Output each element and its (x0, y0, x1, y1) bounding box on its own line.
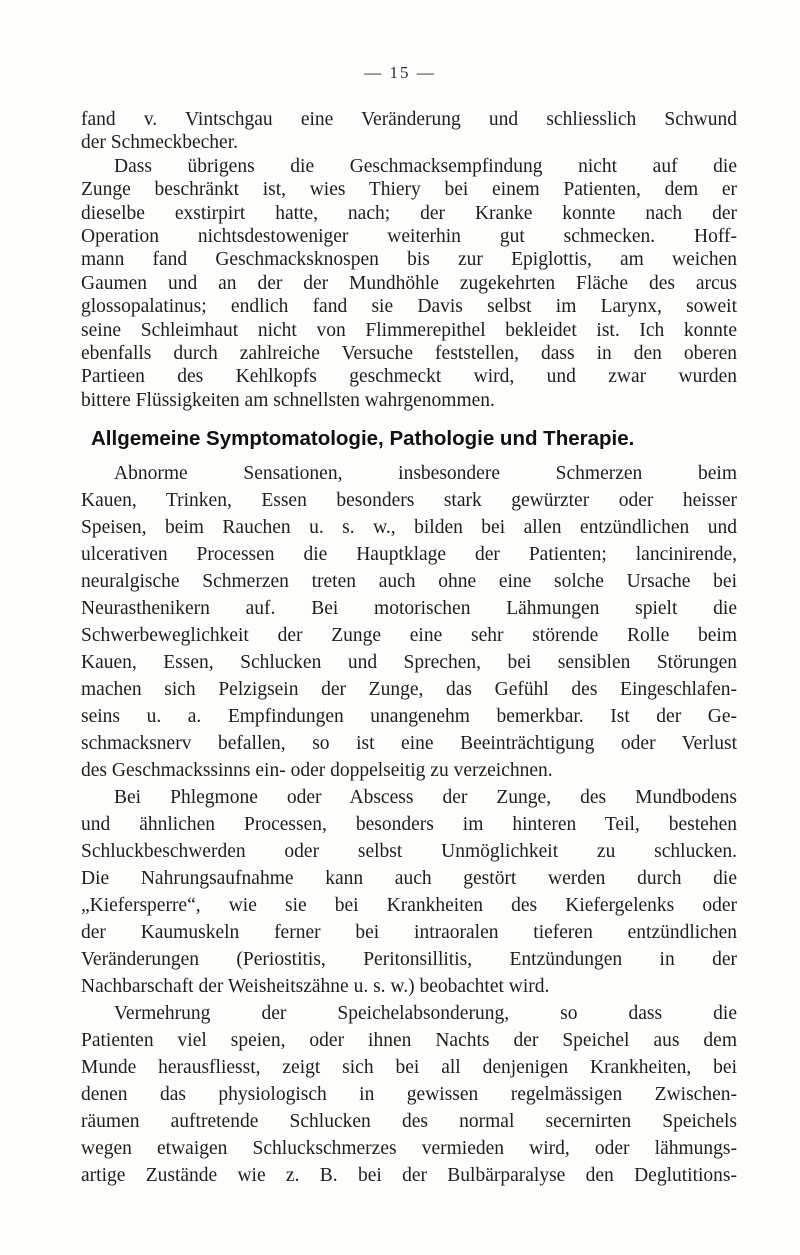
text-line: neuralgische Schmerzen treten auch ohne eine solche Ursache bei (81, 571, 737, 592)
text-line: und ähnlichen Processen, besonders im hinteren Teil, bestehen (81, 814, 737, 835)
text-line: seine Schleimhaut nicht von Flimmerepithel bekleidet ist. Ich konnte (81, 319, 737, 341)
text-line: Speisen, beim Rauchen u. s. w., bilden bei allen entzündlichen und (81, 517, 737, 538)
text-line: Abnorme Sensationen, insbesondere Schmerzen beim (114, 463, 737, 484)
text-line: seins u. a. Empfindungen unangenehm bemerkbar. Ist der Ge- (81, 706, 737, 727)
text-line: Schluckbeschwerden oder selbst Unmöglichkeit zu schlucken. (81, 841, 737, 862)
text-line: Dass übrigens die Geschmacksempfindung nicht auf die (114, 155, 737, 177)
text-line: der Kaumuskeln ferner bei intraoralen tieferen entzündlichen (81, 922, 737, 943)
text-line: Operation nichtsdestoweniger weiterhin gut schmecken. Hoff- (81, 226, 737, 247)
text-line: Nachbarschaft der Weisheitszähne u. s. w.) beobachtet wird. (81, 976, 550, 997)
text-line: Partieen des Kehlkopfs geschmeckt wird, und zwar wurden (81, 366, 737, 388)
text-line: Gaumen und an der der Mundhöhle zugekehrten Fläche des arcus (81, 272, 737, 294)
text-line: denen das physiologisch in gewissen regelmässigen Zwischen- (81, 1084, 737, 1105)
text-line: artige Zustände wie z. B. bei der Bulbärparalyse den Deglutitions- (81, 1165, 737, 1186)
text-line: Veränderungen (Periostitis, Peritonsillitis, Entzündungen in der (81, 949, 737, 970)
text-line: der Schmeckbecher. (81, 132, 239, 154)
text-line: Munde herausfliesst, zeigt sich bei all denjenigen Krankheiten, bei (81, 1057, 737, 1078)
text-line: Zunge beschränkt ist, wies Thiery bei einem Patienten, dem er (81, 179, 737, 201)
text-line: des Geschmackssinns ein- oder doppelseitig zu verzeichnen. (81, 760, 553, 781)
text-line: machen sich Pelzigsein der Zunge, das Gefühl des Eingeschlafen- (81, 679, 737, 700)
text-line: ulcerativen Processen die Hauptklage der Patienten; lancinirende, (81, 544, 737, 565)
text-line: bittere Flüssigkeiten am schnellsten wahrgenommen. (81, 389, 495, 411)
text-line: fand v. Vintschgau eine Veränderung und schliesslich Schwund (81, 109, 737, 130)
text-line: Kauen, Trinken, Essen besonders stark gewürzter oder heisser (81, 490, 737, 511)
text-line: Patienten viel speien, oder ihnen Nachts der Speichel aus dem (81, 1030, 737, 1051)
text-line: Vermehrung der Speichelabsonderung, so dass die (114, 1003, 737, 1024)
text-line: Neurasthenikern auf. Bei motorischen Lähmungen spielt die (81, 598, 737, 619)
page-number: — 15 — (364, 63, 436, 82)
text-line: ebenfalls durch zahlreiche Versuche feststellen, dass in den oberen (81, 343, 737, 364)
text-line: „Kiefersperre“, wie sie bei Krankheiten des Kiefergelenks oder (81, 895, 737, 916)
text-line: Bei Phlegmone oder Abscess der Zunge, des Mundbodens (114, 787, 737, 808)
text-line: dieselbe exstirpirt hatte, nach; der Kranke konnte nach der (81, 202, 737, 224)
text-line: mann fand Geschmacksknospen bis zur Epiglottis, am weichen (81, 249, 737, 271)
text-line: Die Nahrungsaufnahme kann auch gestört werden durch die (81, 868, 737, 889)
text-line: wegen etwaigen Schluckschmerzes vermieden wird, oder lähmungs- (81, 1138, 737, 1159)
text-line: Schwerbeweglichkeit der Zunge eine sehr störende Rolle beim (81, 625, 737, 646)
section-heading: Allgemeine Symptomatologie, Pathologie und Therapie. (91, 427, 635, 450)
text-line: Kauen, Essen, Schlucken und Sprechen, bei sensiblen Störungen (81, 652, 737, 673)
text-line: schmacksnerv befallen, so ist eine Beeinträchtigung oder Verlust (81, 733, 737, 754)
text-line: glossopalatinus; endlich fand sie Davis selbst im Larynx, soweit (81, 296, 737, 318)
text-line: räumen auftretende Schlucken des normal secernirten Speichels (81, 1111, 737, 1132)
